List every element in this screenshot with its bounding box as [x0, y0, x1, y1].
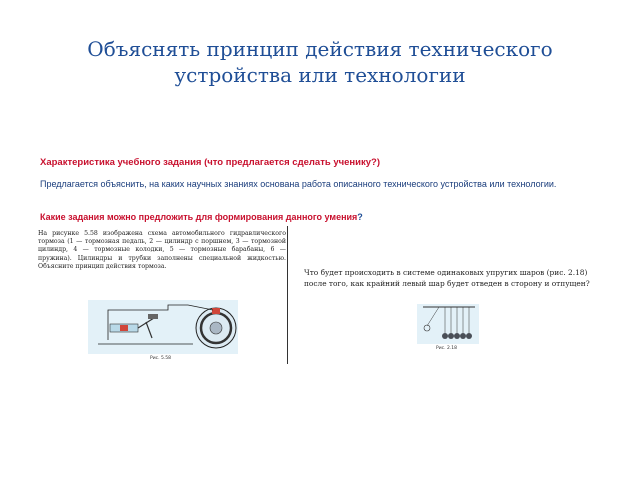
divider	[287, 226, 288, 364]
tasks-heading	[40, 212, 363, 222]
slide-title: Объяснять принцип действия технического устройства или технологии	[87, 37, 553, 87]
characteristic-heading: Характеристика учебного задания (что предлагается сделать ученику?)	[40, 157, 381, 168]
task2-text: Что будет происходить в системе одинаковых упругих шаров (рис. 2.18) после того, как крайний левый шар будет отведен в сторону и отпущен?	[304, 268, 590, 288]
task1-text: На рисунке 5.58 изображена схема автомобильного гидравлического тормоза (1 — тормозная педаль, 2 — цилиндр с поршнем, 3 — тормозной цилиндр, 4 — тормозные колодки, 5 — тормозные барабаны, 6 — пружина). Цилиндры и трубки заполнены специальной жидкостью. Объясните принцип действия тормоза.	[38, 230, 286, 270]
characteristic-text: Предлагается объяснить, на каких научных знаниях основана работа описанного технического устройства или технологии.	[40, 179, 557, 189]
task1-caption: Рис. 5.58	[150, 356, 171, 361]
brake-diagram	[88, 300, 238, 354]
newtons-cradle-diagram	[417, 304, 479, 344]
task2-caption: Рис. 2.18	[436, 346, 457, 351]
tasks-heading-mark: ?	[357, 212, 363, 222]
tasks-heading-text: Какие задания можно предложить для формирования данного умения	[40, 212, 358, 222]
